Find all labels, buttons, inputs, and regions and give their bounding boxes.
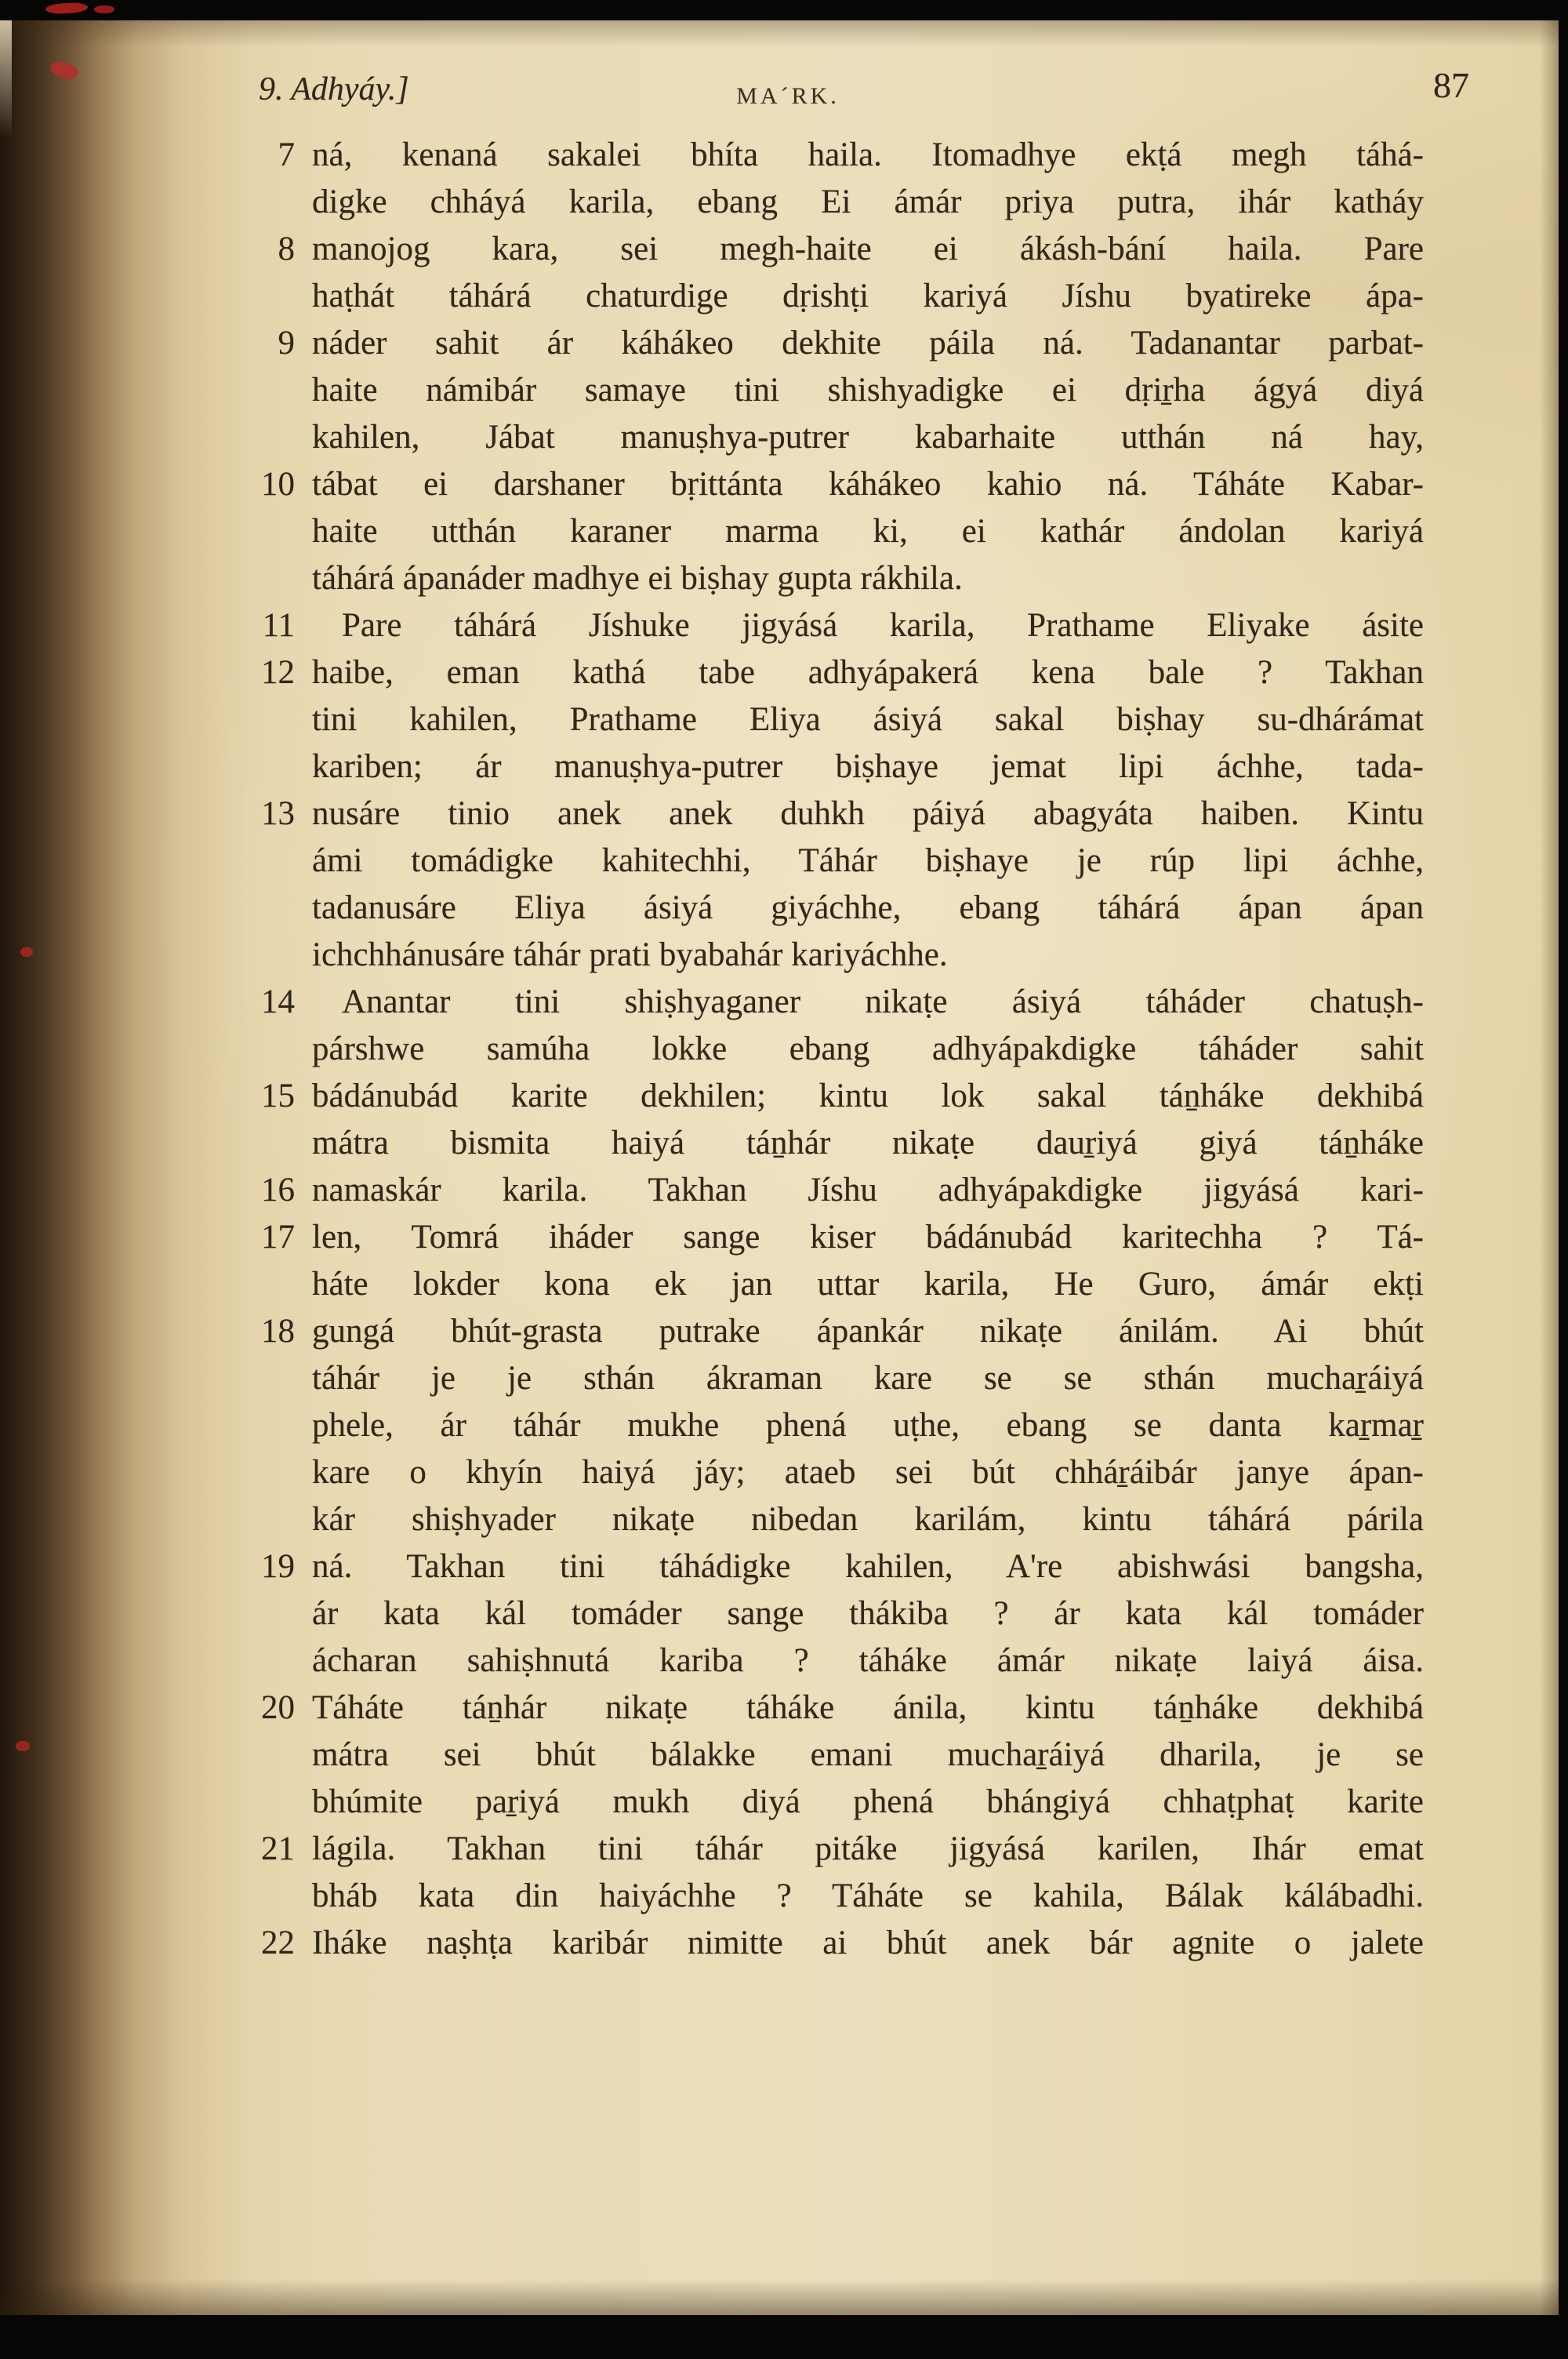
red-ink-mark [20, 947, 33, 957]
verse-number: 14 [261, 983, 295, 1020]
line-text: mátra bismita haiyá tán̠hár nikaṭe daur̠iyá giyá tán̠háke [312, 1125, 1424, 1161]
verse-number: 15 [261, 1078, 295, 1114]
line-text: haibe, eman kathá tabe adhyápakerá kena bale ? Takhan [312, 654, 1424, 691]
line-text: ná. Takhan tini táhádigke kahilen, A're abishwási bangsha, [312, 1548, 1424, 1585]
text-line [262, 602, 1424, 649]
verse-number: 21 [261, 1830, 295, 1867]
text-line [312, 1449, 1424, 1496]
paper [0, 20, 1559, 2315]
line-text: bháb kata din haiyáchhe ? Táháte se kahila, Bálak kálábadhi. [312, 1877, 1424, 1914]
text-line [261, 791, 1424, 838]
text-line [312, 1590, 1424, 1637]
text-line [312, 1355, 1424, 1402]
text-line [312, 1120, 1424, 1167]
line-text: namaskár karila. Takhan Jíshu adhyápakdigke jigyásá kari- [312, 1172, 1424, 1209]
line-text: gungá bhút-grasta putrake ápankár nikaṭe ánilám. Ai bhút [312, 1313, 1424, 1350]
text-line [312, 696, 1424, 743]
line-text: háte lokder kona ek jan uttar karila, He Guro, ámár ekṭi [312, 1266, 1424, 1303]
text-line [312, 1026, 1424, 1073]
text-line [278, 320, 1424, 367]
text-line [312, 1637, 1424, 1685]
line-text: tadanusáre Eliya ásiyá giyáchhe, ebang táhárá ápan ápan [312, 889, 1424, 926]
text-line [261, 461, 1424, 508]
verse-number: 17 [261, 1219, 295, 1256]
line-text: kár shiṣhyader nikaṭe nibedan karilám, kintu táhárá párila [312, 1501, 1424, 1538]
text-line [312, 932, 1424, 979]
text-line [261, 1826, 1424, 1873]
text-line [312, 555, 1424, 602]
text-line [312, 743, 1424, 791]
line-text: párshwe samúha lokke ebang adhyápakdigke táháder sahit [312, 1030, 1424, 1067]
red-ink-mark [45, 2, 89, 15]
text-line [312, 1732, 1424, 1779]
line-text: Táháte tán̠hár nikaṭe táháke ánila, kintu tán̠háke dekhibá [312, 1689, 1424, 1726]
verse-number: 19 [261, 1548, 295, 1585]
line-text: ichchhánusáre táhár prati byabahár kariyáchhe. [312, 936, 948, 973]
verse-number: 18 [261, 1313, 295, 1350]
verse-number: 11 [262, 607, 295, 644]
line-text: Pare táhárá Jíshuke jigyásá karila, Prathame Eliyake ásite [342, 607, 1424, 644]
text-line [261, 1543, 1424, 1590]
line-text: digke chháyá karila, ebang Ei ámár priya putra, ihár katháy [312, 184, 1424, 220]
line-text: ácharan sahiṣhnutá kariba ? táháke ámár nikaṭe laiyá áisa. [312, 1642, 1424, 1679]
text-line [261, 1920, 1424, 1967]
text-line [312, 1779, 1424, 1826]
text-line [261, 979, 1424, 1026]
line-text: kare o khyín haiyá jáy; ataeb sei bút chhár̠áibár janye ápan- [312, 1454, 1424, 1491]
verse-number: 9 [278, 325, 295, 362]
line-text: nusáre tinio anek anek duhkh páiyá abagyáta haiben. Kintu [312, 795, 1424, 832]
verse-number: 12 [261, 654, 295, 691]
text-line [312, 838, 1424, 885]
line-text: náder sahit ár káhákeo dekhite páila ná. Tadanantar parbat- [312, 325, 1424, 362]
text-line [312, 273, 1424, 320]
section-label: 9. Adhyáy.] [259, 71, 409, 107]
page-edge-sliver [0, 20, 12, 138]
line-text: haṭhát táhárá chaturdige dṛishṭi kariyá Jíshu byatireke ápa- [312, 278, 1424, 314]
text-line [261, 1308, 1424, 1355]
running-title: MA´RK. [736, 83, 840, 109]
line-text: len, Tomrá iháder sange kiser bádánubád karitechha ? Tá- [312, 1219, 1424, 1256]
line-text: Iháke naṣhṭa karibár nimitte ai bhút anek bár agnite o jalete [312, 1925, 1424, 1961]
verse-number: 8 [278, 231, 295, 267]
line-text: haite utthán karaner marma ki, ei kathár ándolan kariyá [312, 513, 1424, 550]
line-text: táhár je je sthán ákraman kare se se sthán muchar̠áiyá [312, 1360, 1424, 1397]
line-text: Anantar tini shiṣhyaganer nikaṭe ásiyá táháder chatuṣh- [342, 983, 1424, 1020]
text-line [312, 179, 1424, 226]
verse-number: 22 [261, 1925, 295, 1961]
line-text: kahilen, Jábat manuṣhya-putrer kabarhaite utthán ná hay, [312, 419, 1424, 456]
line-text: bhúmite par̠iyá mukh diyá phená bhángiyá chhaṭphaṭ karite [312, 1783, 1424, 1820]
red-ink-mark [16, 1741, 30, 1751]
text-line [312, 1873, 1424, 1920]
line-text: ná, kenaná sakalei bhíta haila. Itomadhye ekṭá megh táhá- [312, 136, 1424, 173]
line-text: kariben; ár manuṣhya-putrer biṣhaye jemat lipi áchhe, tada- [312, 748, 1424, 785]
verse-number: 16 [261, 1172, 295, 1209]
line-text: tini kahilen, Prathame Eliya ásiyá sakal biṣhay su-dhárámat [312, 701, 1424, 738]
line-text: mátra sei bhút bálakke emani muchar̠áiyá dharila, je se [312, 1736, 1424, 1773]
text-line [261, 1214, 1424, 1261]
line-text: bádánubád karite dekhilen; kintu lok sakal tán̠háke dekhibá [312, 1078, 1424, 1114]
line-text: haite námibár samaye tini shishyadigke ei dṛir̠ha ágyá diyá [312, 372, 1424, 409]
line-text: phele, ár táhár mukhe phená uṭhe, ebang se danta kar̠mar̠ [312, 1407, 1424, 1444]
line-text: táhárá ápanáder madhye ei biṣhay gupta rákhila. [312, 560, 963, 597]
line-text: lágila. Takhan tini táhár pitáke jigyásá karilen, Ihár emat [312, 1830, 1424, 1867]
line-text: manojog kara, sei megh-haite ei ákásh-bání haila. Pare [312, 231, 1424, 267]
text-line [312, 885, 1424, 932]
text-line [261, 1167, 1424, 1214]
text-line [312, 1496, 1424, 1543]
verse-number: 20 [261, 1689, 295, 1726]
text-line [312, 367, 1424, 414]
line-text: ámi tomádigke kahitechhi, Táhár biṣhaye je rúp lipi áchhe, [312, 842, 1424, 879]
text-line [312, 1402, 1424, 1449]
text-line [312, 508, 1424, 555]
verse-number: 10 [261, 466, 295, 503]
text-line [312, 414, 1424, 461]
text-line [261, 649, 1424, 696]
verse-number: 7 [278, 136, 295, 173]
line-text: tábat ei darshaner bṛittánta káhákeo kahio ná. Táháte Kabar- [312, 466, 1424, 503]
red-ink-mark [94, 5, 114, 13]
text-line [261, 1685, 1424, 1732]
verse-number: 13 [261, 795, 295, 832]
page-number: 87 [1433, 65, 1469, 105]
line-text: ár kata kál tomáder sange thákiba ? ár kata kál tomáder [312, 1595, 1424, 1632]
text-line [278, 226, 1424, 273]
text-line [261, 1073, 1424, 1120]
text-block [261, 132, 1424, 1967]
text-line [278, 132, 1424, 179]
text-line [312, 1261, 1424, 1308]
